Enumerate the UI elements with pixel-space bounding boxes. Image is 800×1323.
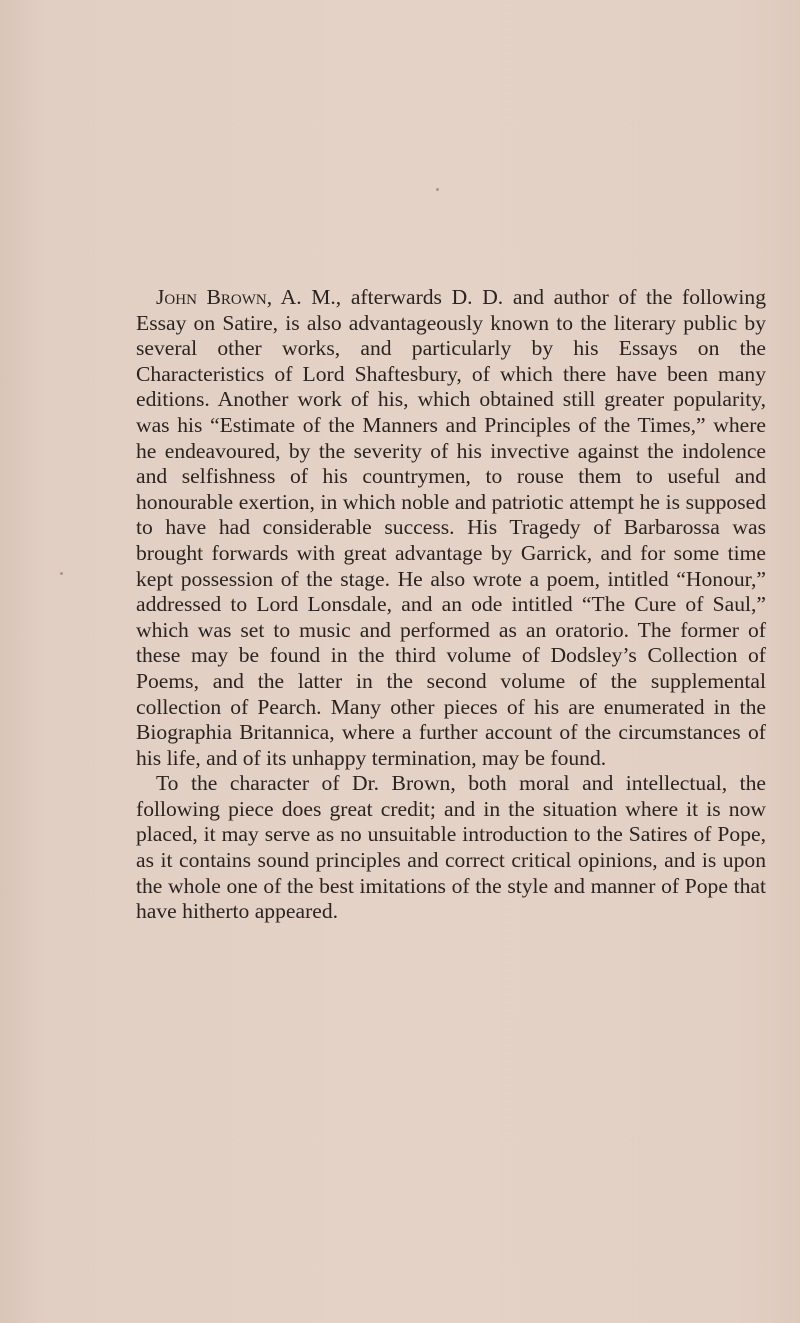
page-speck [436,188,439,191]
paragraph-1 [136,285,766,771]
paragraph-2: To the character of Dr. Brown, both moral and intellectual, the following piece does great credit; and in the situation where it is now placed, it may serve as no unsuitable introduction to the Satires of Pope, as it contains sound principles and correct critical opinions, and is upon the whole one of the best imitations of the style and manner of Pope that have hitherto appeared. [136,771,766,924]
author-name: John Brown [156,285,267,309]
body-text [136,285,766,925]
paragraph-1-text: , A. M., afterwards D. D. and author of the following Essay on Satire, is also advantageously known to the literary public by several other works, and particularly by his Essays on the Characteristics of Lord Shaftesbury, of which there have been many editions. Another work of his, which obtained still greater popularity, was his “Estimate of the Manners and Principles of the Times,” where he endeavoured, by the severity of his invective against the indolence and selfishness of his countrymen, to rouse them to useful and honourable exertion, in which noble and patriotic attempt he is supposed to have had considerable success. His Tragedy of Barbarossa was brought forwards with great advantage by Garrick, and for some time kept possession of the stage. He also wrote a poem, intitled “Honour,” addressed to Lord Lonsdale, and an ode intitled “The Cure of Saul,” which was set to music and performed as an oratorio. The former of these may be found in the third volume of Dodsley’s Collection of Poems, and the latter in the second volume of the supplemental collection of Pearch. Many other pieces of his are enumerated in the Biographia Britannica, where a further account of the circumstances of his life, and of its unhappy termination, may be found. [136,285,766,770]
page-speck [60,572,63,575]
